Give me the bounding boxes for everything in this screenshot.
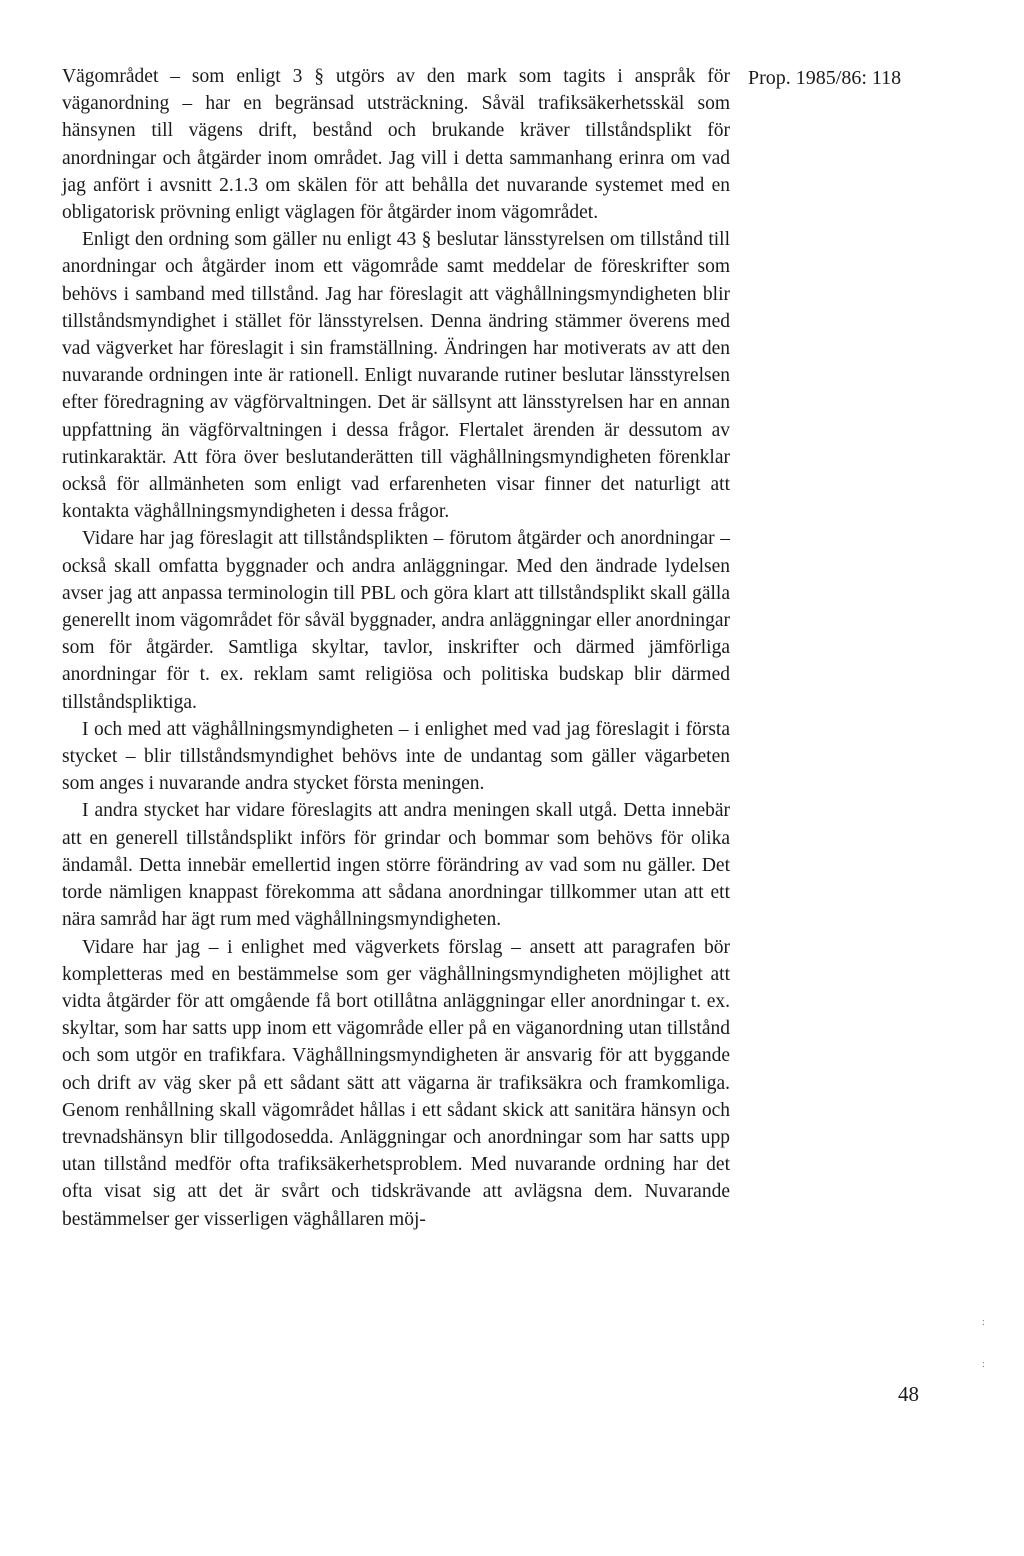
paragraph-6: Vidare har jag – i enlighet med vägverkets förslag – ansett att paragrafen bör kompletteras med en bestämmelse som ger väghållningsmyndigheten möjlighet att vidta åtgärder för att omgående få bort otillåtna anläggningar eller anordningar t. ex. skyltar, som har satts upp inom ett vägområde eller på en väganordning utan tillstånd och som utgör en trafikfara. Väghållningsmyndigheten är ansvarig för att byggande och drift av väg sker på ett sådant sätt att vägarna är trafiksäkra och framkomliga. Genom renhållning skall vägområdet hållas i ett sådant skick att sanitära hänsyn och trevnadshänsyn blir tillgodosedda. Anläggningar och anordningar som har satts upp utan tillstånd medför ofta trafiksäkerhetsproblem. Med nuvarande ordning har det ofta visat sig att det är svårt och tidskrävande att avlägsna dem. Nuvarande bestämmelser ger visserligen väghållaren möj- [62, 936, 730, 1230]
body-text [62, 63, 730, 1233]
margin-mark: : [982, 1317, 985, 1328]
paragraph-1: Vägområdet – som enligt 3 § utgörs av den mark som tagits i anspråk för väganordning – har en begränsad utsträckning. Såväl trafiksäkerhetsskäl som hänsynen till vägens drift, bestånd och brukande kräver tillståndsplikt för anordningar och åtgärder inom området. Jag vill i detta sammanhang erinra om vad jag anfört i avsnitt 2.1.3 om skälen för att behålla det nuvarande systemet med en obligatorisk prövning enligt väglagen för åtgärder inom vägområdet. [62, 66, 730, 224]
paragraph-4: I och med att väghållningsmyndigheten – i enlighet med vad jag föreslagit i första stycket – blir tillståndsmyndighet behövs inte de undantag som gäller vägarbeten som anges i nuvarande andra stycket första meningen. [62, 718, 730, 795]
margin-mark: : [982, 1359, 985, 1370]
prop-reference: Prop. 1985/86: 118 [748, 67, 902, 89]
paragraph-2: Enligt den ordning som gäller nu enligt 43 § beslutar länsstyrelsen om tillstånd till anordningar och åtgärder inom ett vägområde samt meddelar de föreskrifter som behövs i samband med tillstånd. Jag har föreslagit att väghållningsmyndigheten blir tillståndsmyndighet i stället för länsstyrelsen. Denna ändring stämmer överens med vad vägverket har föreslagit i sin framställning. Ändringen har motiverats av att den nuvarande ordningen inte är rationell. Enligt nuvarande rutiner beslutar länsstyrelsen efter föredragning av vägförvaltningen. Det är sällsynt att länsstyrelsen har en annan uppfattning än vägförvaltningen i dessa frågor. Flertalet ärenden är dessutom av rutinkaraktär. Att föra över beslutanderätten till väghållningsmyndigheten förenklar också för allmänheten som enligt vad erfarenheten visar finner det naturligt att kontakta väghållningsmyndigheten i dessa frågor. [62, 229, 730, 523]
paragraph-5: I andra stycket har vidare föreslagits att andra meningen skall utgå. Detta innebär att en generell tillståndsplikt införs för grindar och bommar som behövs för olika ändamål. Detta innebär emellertid ingen större förändring av vad som nu gäller. Det torde nämligen knappast förekomma att sådana anordningar tillkommer utan att ett nära samråd har ägt rum med väghållningsmyndigheten. [62, 800, 730, 931]
paragraph-3: Vidare har jag föreslagit att tillståndsplikten – förutom åtgärder och anordningar – också skall omfatta byggnader och andra anläggningar. Med den ändrade lydelsen avser jag att anpassa terminologin till PBL och göra klart att tillståndsplikt skall gälla generellt inom vägområdet för såväl byggnader, andra anläggningar eller anordningar som för åtgärder. Samtliga skyltar, tavlor, inskrifter och därmed jämförliga anordningar för t. ex. reklam samt religiösa och politiska budskap blir därmed tillståndspliktiga. [62, 528, 730, 713]
page-number: 48 [898, 1382, 919, 1406]
